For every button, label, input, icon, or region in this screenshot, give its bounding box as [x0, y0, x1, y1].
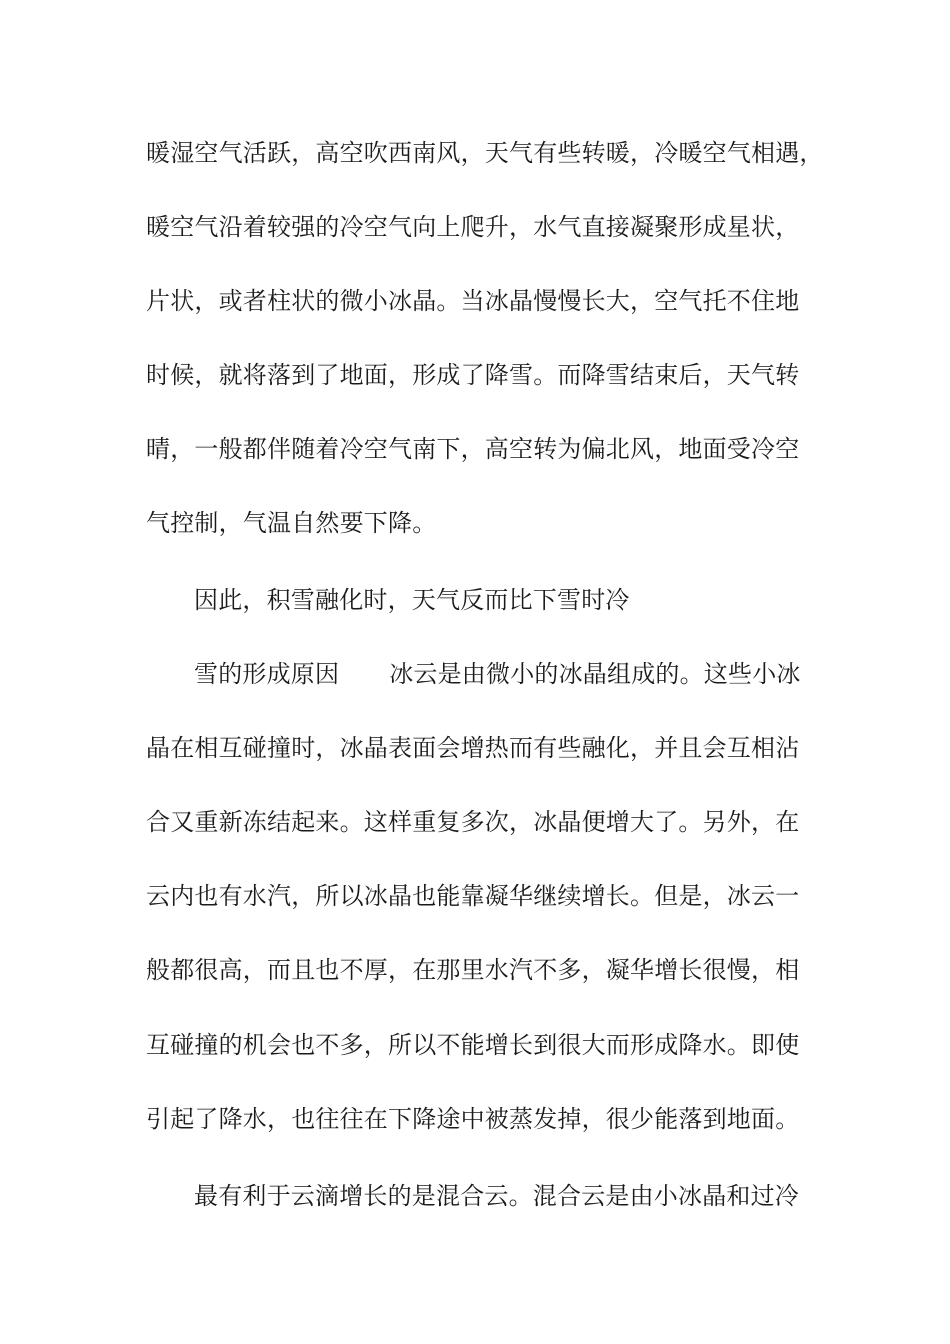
- text-line: 互碰撞的机会也不多，所以不能增长到很大而形成降水。即使: [146, 1031, 800, 1059]
- text-line: 般都很高，而且也不厚，在那里水汽不多，凝华增长很慢，相: [146, 956, 800, 984]
- text-line: 时候，就将落到了地面，形成了降雪。而降雪结束后，天气转: [146, 361, 800, 389]
- text-line: 暖空气沿着较强的冷空气向上爬升，水气直接凝聚形成星状，: [146, 213, 800, 241]
- text-line: 合又重新冻结起来。这样重复多次，冰晶便增大了。另外，在: [146, 808, 800, 836]
- section-heading: 雪的形成原因: [194, 660, 340, 688]
- paragraph-line: [194, 658, 801, 690]
- text-line: 云内也有水汽，所以冰晶也能靠凝华继续增长。但是，冰云一: [146, 882, 800, 910]
- paragraph-line: 最有利于云滴增长的是混合云。混合云是由小冰晶和过冷: [194, 1182, 799, 1210]
- text-line: 晴，一般都伴随着冷空气南下，高空转为偏北风，地面受冷空: [146, 435, 800, 463]
- text-line: 气控制，气温自然要下降。: [146, 509, 437, 537]
- text-line: 暖湿空气活跃，高空吹西南风，天气有些转暖，冷暖空气相遇，: [146, 139, 824, 167]
- text-line: 晶在相互碰撞时，冰晶表面会增热而有些融化，并且会互相沾: [146, 734, 800, 762]
- section-first-line: 冰云是由微小的冰晶组成的。这些小冰: [389, 660, 801, 688]
- text-line: 引起了降水，也往往在下降途中被蒸发掉，很少能落到地面。: [146, 1105, 800, 1133]
- text-line: 片状，或者柱状的微小冰晶。当冰晶慢慢长大，空气托不住地: [146, 287, 800, 315]
- paragraph-line: 因此，积雪融化时，天气反而比下雪时冷: [194, 586, 630, 614]
